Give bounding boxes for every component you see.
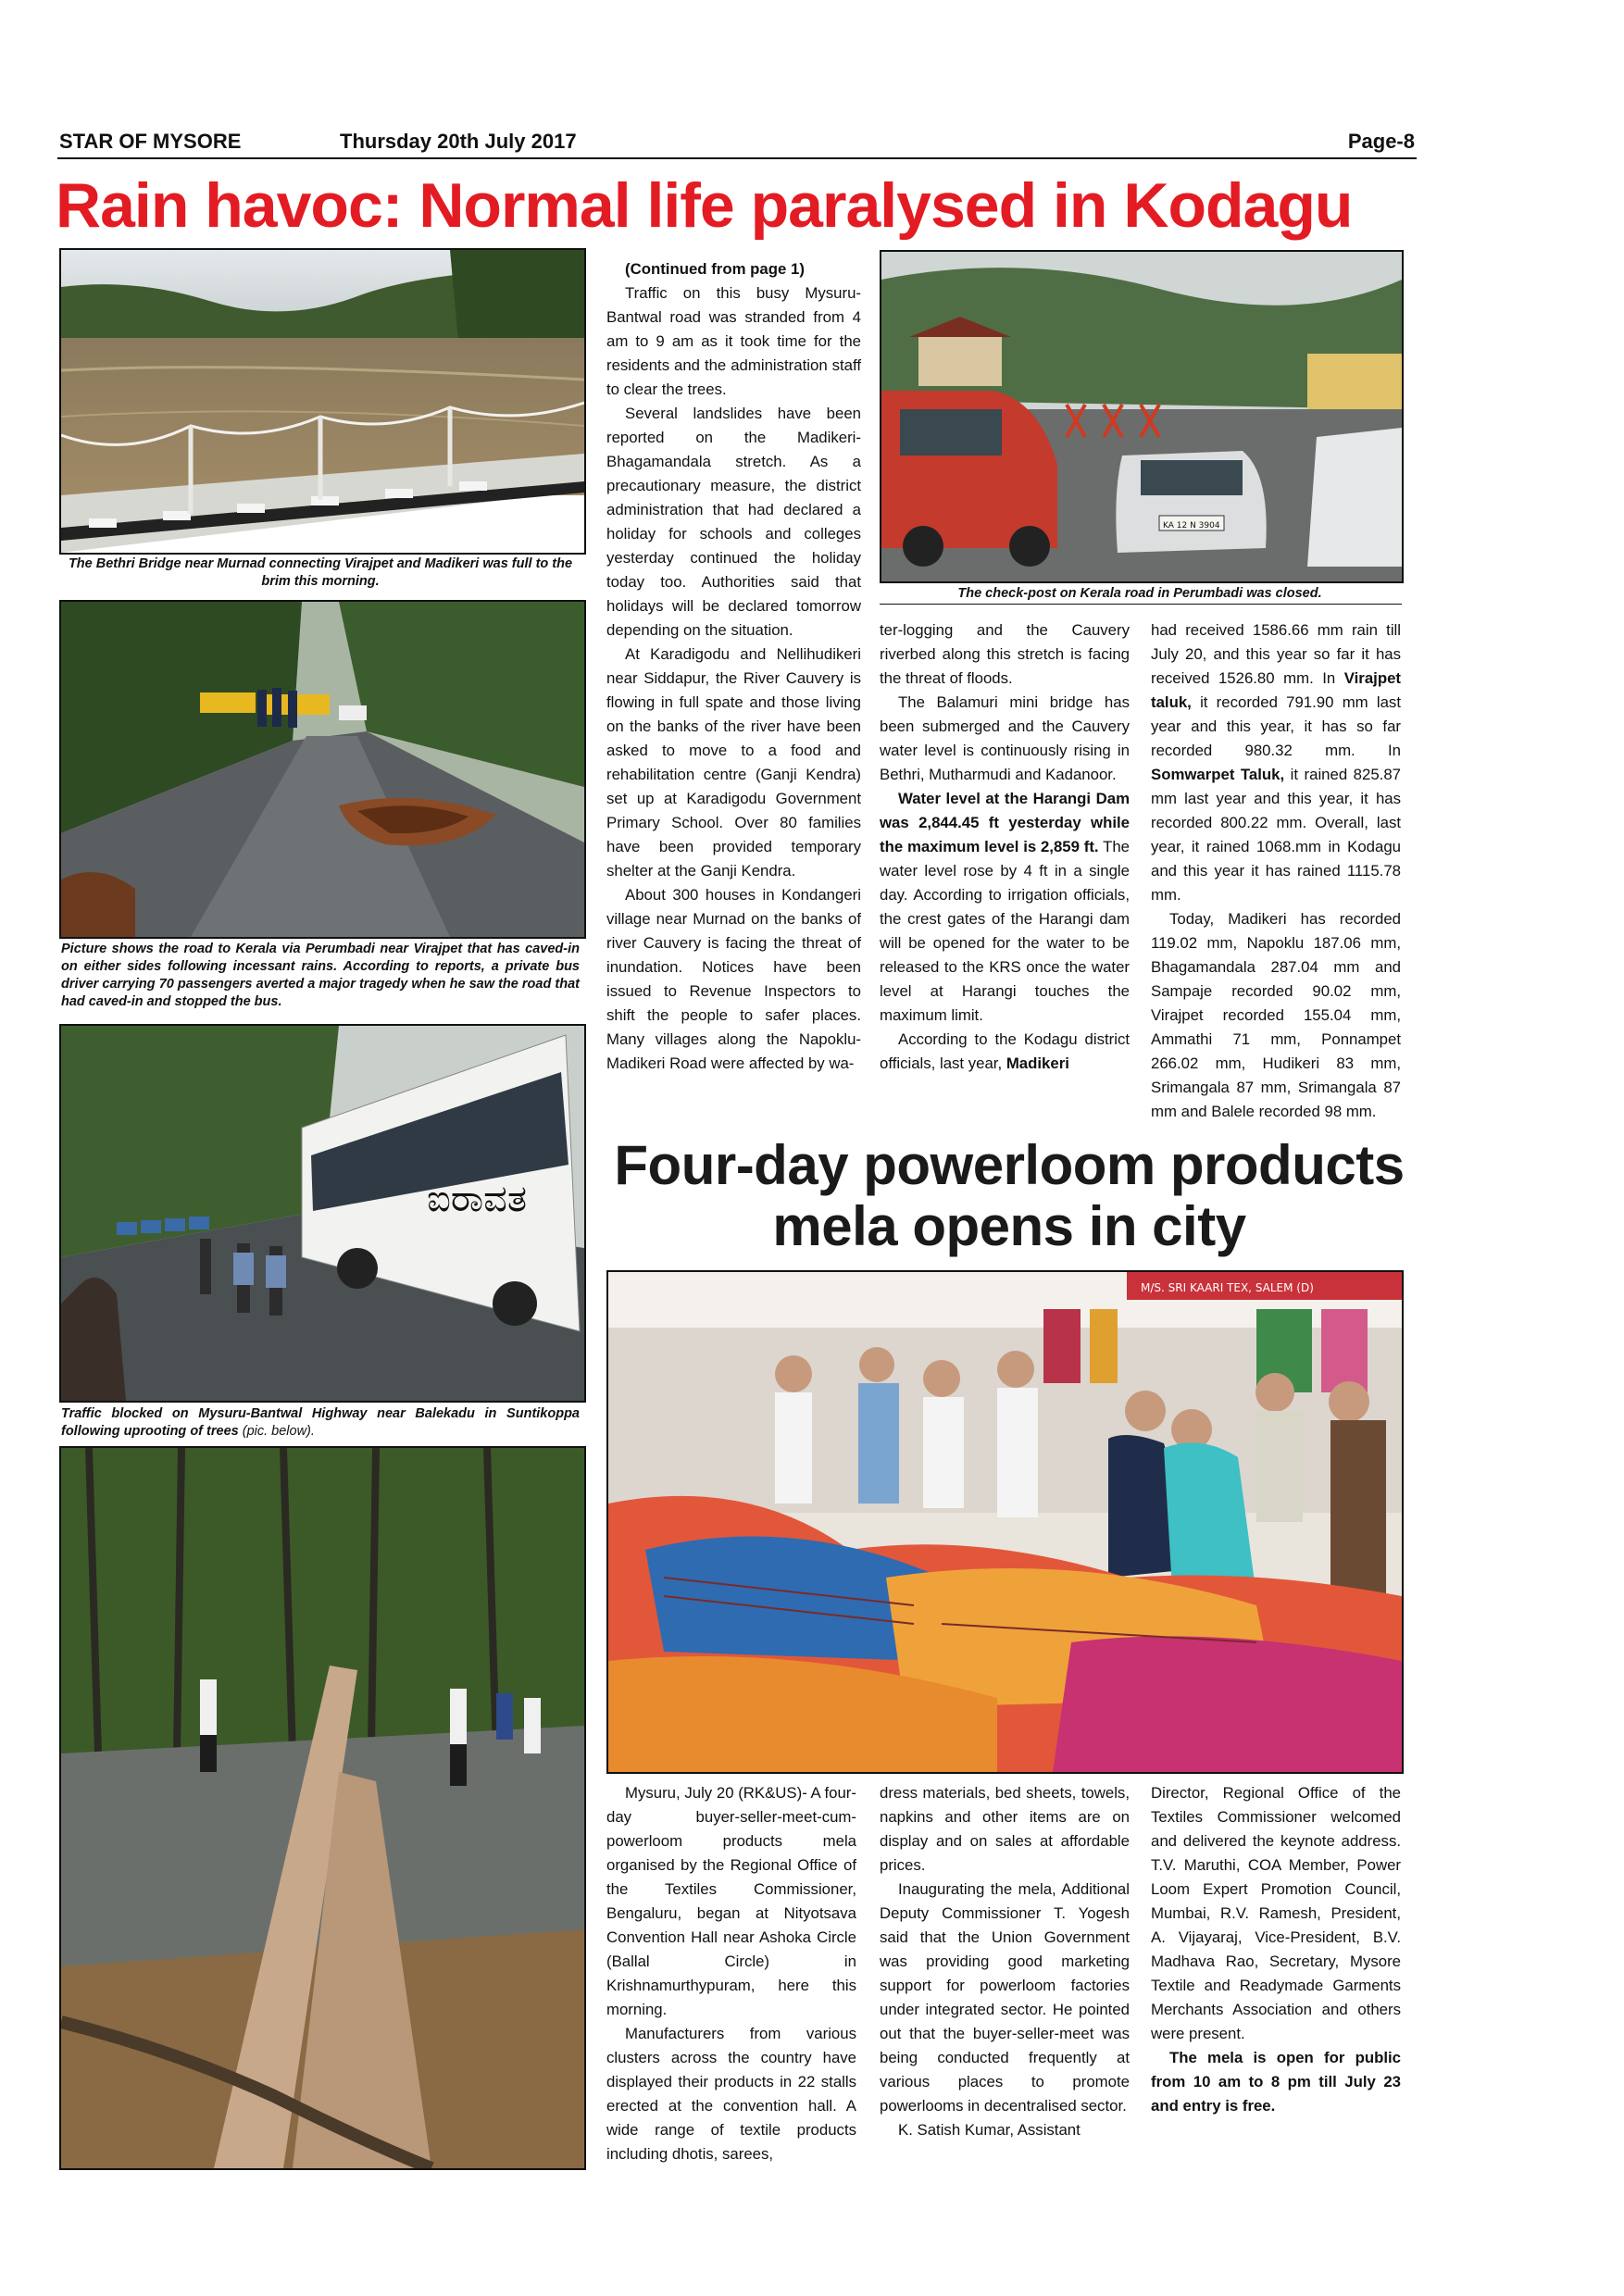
story1-paragraph: The Balamuri mini bridge has been submerged and the Cauvery water level is continuously rising in Bethri, Mutharmudi and Kadanoor. — [880, 693, 1130, 783]
bus-traffic-caption — [61, 1405, 580, 1441]
caption-rule — [880, 604, 1402, 605]
story2-paragraph: Director, Regional Office of the Textiles Commissioner welcomed and delivered the keynote address. T.V. Maruthi, COA Member, Power Loom Expert Promotion Council, Mumbai, R.V. Ramesh, President, A. Vijayaraj, Vice-President, B.V. Madhava Rao, Secretary, Mysore Textile and Readymade Garments Merchants Association and others were present. — [1151, 1784, 1401, 2042]
caved-road-caption: Picture shows the road to Kerala via Perumbadi near Virajpet that has caved-in on either sides following incessant rains. According to reports, a private bus driver carrying 70 passengers averted a major tragedy when he saw the road that had caved-in and stopped the bus. — [61, 942, 580, 1009]
bridge-photo-caption: The Bethri Bridge near Murnad connecting Virajpet and Madikeri was full to the brim this morning. — [68, 556, 573, 589]
story1-column-1 — [606, 257, 861, 1076]
story1-paragraph: At Karadigodu and Nellihudikeri near Siddapur, the River Cauvery is flowing in full spate and those living on the banks of the river have been asked to move to a food and rehabilitation centre (Ganji Kendra) set up at Karadigodu Government Primary School. Over 80 families have been provided temporary shelter at the Ganji Kendra. — [606, 645, 861, 880]
madikeri-label: Madikeri — [1006, 1054, 1069, 1072]
header-rule — [57, 157, 1417, 159]
bus-traffic-caption-text: Traffic blocked on Mysuru-Bantwal Highway near Balekadu in Suntikoppa following uprooting of trees — [61, 1406, 580, 1439]
page-number: Page-8 — [1347, 130, 1415, 153]
checkpost-caption: The check-post on Kerala road in Perumbadi was closed. — [957, 586, 1322, 601]
harangi-level-highlight: Water level at the Harangi Dam was 2,844.45 ft yesterday while the maximum level is 2,859 ft. — [880, 790, 1130, 855]
rain-stats-a: had received 1586.66 mm rain till July 20, and this year so far it has received 1526.80 mm. In — [1151, 621, 1401, 687]
story1-paragraph: Today, Madikeri has recorded 119.02 mm, Napoklu 187.06 mm, Bhagamandala 287.04 mm and Sampaje recorded 90.02 mm, Virajpet recorded 155.04 mm, Ammathi 71 mm, Ponnampet 266.02 mm, Hudikeri 83 mm, Srimangala 87 mm, Srimangala 87 mm and Balele recorded 98 mm. — [1151, 910, 1401, 1120]
harangi-level-text: The water level rose by 4 ft in a single day. According to irrigation officials, the crest gates of the Harangi dam will be opened for the water to be released to the KRS once the water level at Harangi touches the maximum limit. — [880, 838, 1130, 1024]
story1-paragraph: About 300 houses in Kondangeri village near Murnad on the banks of river Cauvery is facing the threat of inundation. Notices have been issued to Revenue Inspectors to shift the people to safer places. Many villages along the Napoklu-Madikeri Road were affected by wa- — [606, 886, 861, 1072]
story1-column-2 — [880, 618, 1130, 1076]
newspaper-name: STAR OF MYSORE — [59, 130, 242, 153]
story1-paragraph: Several landslides have been reported on the Madikeri-Bhagamandala stretch. As a precautionary measure, the district administration that had declared a holiday for schools and colleges yesterday continued the holiday today too. Authorities said that holidays will be declared tomorrow depending on the situation. — [606, 405, 861, 639]
story1-paragraph — [880, 1028, 1130, 1076]
story2-headline — [602, 1135, 1417, 1257]
svg-text:KA 12 N 3904: KA 12 N 3904 — [1163, 521, 1220, 530]
story2-column-2 — [880, 1781, 1130, 2142]
rain-stats-c: it rained 825.87 mm last year and this year, it has recorded 800.22 mm. Overall, last year, it rained 1068.mm in Kodagu and this year it has rained 1115.78 mm. — [1151, 766, 1401, 904]
story2-paragraph: Manufacturers from various clusters across the country have displayed their products in 22 stalls erected at the convention hall. A wide range of textile products including dhotis, sarees, — [606, 2025, 856, 2163]
mela-photo — [606, 1270, 1404, 1774]
story1-paragraph: Traffic on this busy Mysuru-Bantwal road was stranded from 4 am to 9 am as it took time for the residents and the administration staff to clear the trees. — [606, 284, 861, 398]
mela-timing-note: The mela is open for public from 10 am to 8 pm till July 23 and entry is free. — [1151, 2049, 1401, 2115]
story2-headline-line2: mela opens in city — [772, 1195, 1246, 1257]
bus-traffic-photo — [59, 1024, 586, 1403]
story1-column-3 — [1151, 618, 1401, 1124]
story2-paragraph: dress materials, bed sheets, towels, napkins and other items are on display and on sales at affordable prices. — [880, 1784, 1130, 1874]
caved-road-photo — [59, 600, 586, 939]
continued-note: (Continued from page 1) — [625, 260, 805, 278]
story1-paragraph — [1151, 618, 1401, 907]
fallen-tree-photo — [59, 1446, 586, 2170]
svg-text:ಐರಾವತ: ಐರಾವತ — [427, 1178, 528, 1220]
story2-headline-line1: Four-day powerloom products — [614, 1134, 1405, 1196]
madikeri-intro: According to the Kodagu district officials, last year, — [880, 1030, 1130, 1072]
bridge-photo — [59, 248, 586, 555]
virajpet-label: Virajpet taluk, — [1151, 669, 1401, 711]
rain-stats-b: it recorded 791.90 mm last year and this year, it has so far recorded 980.32 mm. In — [1151, 693, 1401, 759]
story2-paragraph: Inaugurating the mela, Additional Deputy Commissioner T. Yogesh said that the Union Government was providing good marketing support for powerloom factories under integrated sector. He pointed out that the buyer-seller-meet was being conducted frequently at various places to promote powerlooms in decentralised sector. — [880, 1880, 1130, 2115]
story2-paragraph: Mysuru, July 20 (RK&US)- A four-day buyer-seller-meet-cum-powerloom products mela organised by the Regional Office of the Textiles Commissioner, Bengaluru, began at Nityotsava Convention Hall near Ashoka Circle (Ballal Circle) in Krishnamurthypuram, here this morning. — [606, 1784, 856, 2018]
story1-paragraph — [880, 787, 1130, 1028]
story2-column-3 — [1151, 1781, 1401, 2118]
story2-column-1 — [606, 1781, 856, 2166]
checkpost-photo — [880, 250, 1404, 583]
bus-traffic-caption-note: (pic. below). — [242, 1424, 315, 1439]
main-headline: Rain havoc: Normal life paralysed in Kodagu — [56, 170, 1353, 241]
issue-date: Thursday 20th July 2017 — [340, 130, 577, 153]
story2-paragraph: K. Satish Kumar, Assistant — [898, 2121, 1081, 2139]
story1-paragraph: ter-logging and the Cauvery riverbed along this stretch is facing the threat of floods. — [880, 621, 1130, 687]
somwarpet-label: Somwarpet Taluk, — [1151, 766, 1285, 783]
svg-text:M/S. SRI KAARI TEX, SALEM (D): M/S. SRI KAARI TEX, SALEM (D) — [1141, 1281, 1314, 1294]
